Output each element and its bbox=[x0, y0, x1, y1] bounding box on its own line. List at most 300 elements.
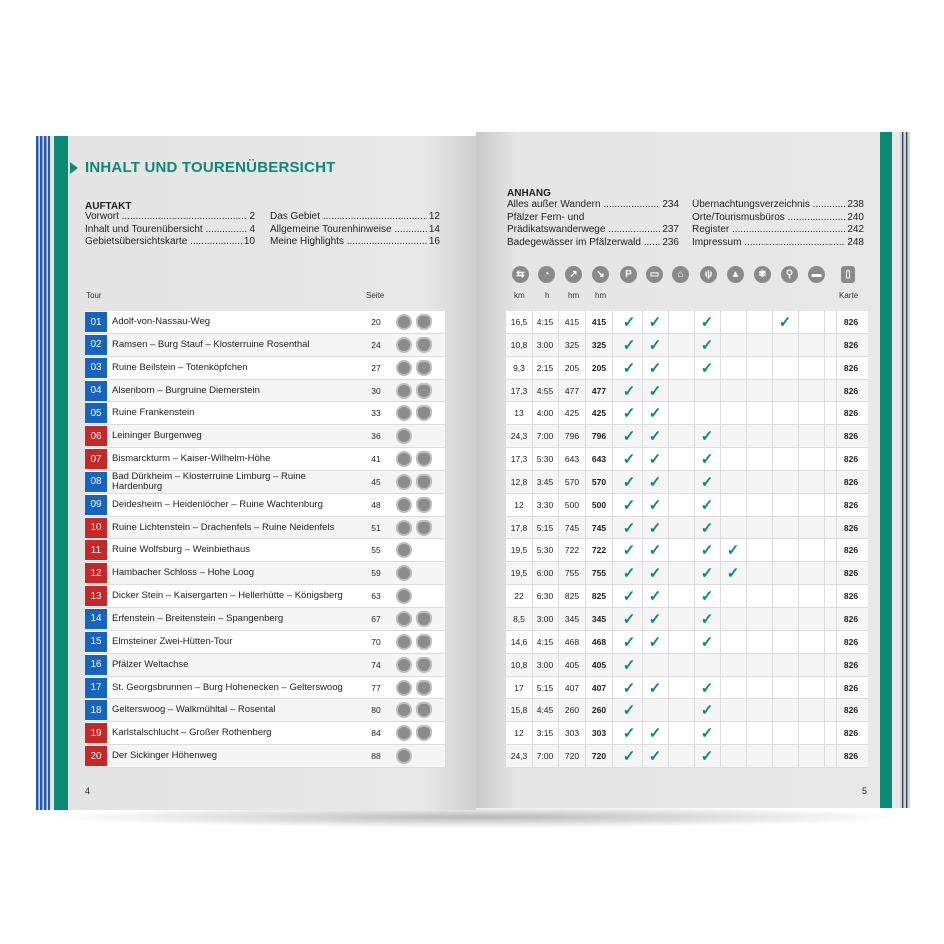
toc-entry[interactable] bbox=[507, 199, 679, 212]
column-divider bbox=[558, 539, 559, 561]
header-tour: Tour bbox=[86, 291, 102, 300]
toc-entry[interactable] bbox=[85, 224, 255, 237]
column-divider bbox=[532, 494, 533, 516]
tour-badge-icon bbox=[396, 565, 412, 581]
toc-entry[interactable] bbox=[85, 236, 255, 249]
tour-badge-icon bbox=[396, 520, 412, 536]
column-divider bbox=[772, 380, 773, 402]
column-divider bbox=[746, 334, 747, 356]
column-divider bbox=[668, 334, 669, 356]
column-divider bbox=[585, 699, 586, 721]
tour-number: 13 bbox=[85, 586, 107, 606]
tour-row[interactable] bbox=[85, 425, 445, 448]
column-divider bbox=[772, 562, 773, 584]
toc-entry[interactable] bbox=[270, 236, 440, 249]
tour-row[interactable] bbox=[85, 631, 445, 654]
check-icon: ✓ bbox=[622, 542, 636, 560]
column-divider bbox=[612, 311, 613, 333]
tour-up: 477 bbox=[564, 385, 580, 396]
tour-row[interactable] bbox=[85, 494, 445, 517]
column-divider bbox=[772, 745, 773, 767]
column-divider bbox=[532, 699, 533, 721]
family-badge-icon bbox=[416, 520, 432, 536]
tour-up: 425 bbox=[564, 408, 580, 419]
tour-page: 24 bbox=[371, 339, 381, 350]
tour-number: 07 bbox=[85, 449, 107, 469]
column-divider bbox=[772, 677, 773, 699]
tour-name[interactable]: Pfälzer Weltachse bbox=[112, 658, 189, 670]
column-divider bbox=[612, 334, 613, 356]
toc-entry-page: 238 bbox=[847, 199, 864, 210]
tour-name[interactable]: Der Sickinger Höhenweg bbox=[112, 750, 218, 762]
column-divider bbox=[798, 494, 799, 516]
tour-name[interactable]: Dicker Stein – Kaisergarten – Hellerhütte – Königsberg bbox=[112, 590, 343, 602]
tour-row-stats bbox=[506, 334, 868, 357]
check-icon: ✓ bbox=[700, 336, 714, 354]
tour-row[interactable] bbox=[85, 608, 445, 631]
toc-entry[interactable] bbox=[692, 237, 864, 250]
check-icon: ✓ bbox=[622, 610, 636, 628]
tour-km: 19,5 bbox=[510, 545, 528, 556]
tour-km: 17 bbox=[514, 682, 524, 693]
header-hm-down: hm bbox=[595, 291, 607, 300]
column-divider bbox=[720, 334, 721, 356]
check-icon: ✓ bbox=[648, 314, 662, 331]
tour-up: 468 bbox=[564, 636, 580, 647]
check-icon: ✓ bbox=[622, 725, 636, 743]
toc-entry[interactable] bbox=[507, 212, 679, 225]
check-icon: ✓ bbox=[700, 588, 714, 606]
toc-entry-page: 16 bbox=[428, 236, 440, 247]
tour-number: 19 bbox=[85, 723, 107, 743]
bicycle-icon: ⚲ bbox=[781, 266, 798, 283]
tour-km: 16,5 bbox=[510, 317, 528, 327]
toc-entry-label: Pfälzer Fern- und bbox=[507, 211, 585, 223]
check-icon: ✓ bbox=[700, 359, 714, 377]
column-divider bbox=[746, 608, 747, 630]
tour-km: 10,8 bbox=[510, 659, 528, 670]
tour-down: 303 bbox=[591, 728, 607, 739]
family-badge-icon bbox=[416, 497, 432, 513]
tour-up: 260 bbox=[564, 705, 580, 716]
tour-name[interactable]: Ramsen – Burg Stauf – Klosterruine Rosenthal bbox=[112, 338, 310, 350]
family-badge-icon bbox=[416, 474, 432, 490]
check-icon: ✓ bbox=[700, 633, 714, 651]
column-divider bbox=[720, 402, 721, 424]
tour-name[interactable]: Elmsteiner Zwei-Hütten-Tour bbox=[112, 635, 233, 647]
tour-row[interactable] bbox=[85, 402, 445, 425]
column-divider bbox=[532, 585, 533, 607]
tour-page: 88 bbox=[371, 751, 381, 762]
page-number-right: 5 bbox=[862, 786, 868, 796]
check-icon: ✓ bbox=[700, 473, 714, 491]
tour-up: 755 bbox=[564, 568, 580, 579]
tour-row[interactable] bbox=[85, 311, 445, 334]
toc-entry-page: 237 bbox=[662, 224, 679, 235]
tour-number: 03 bbox=[85, 358, 107, 378]
tour-name[interactable]: Bismarckturm – Kaiser-Wilhelm-Höhe bbox=[112, 453, 271, 465]
column-divider bbox=[558, 402, 559, 424]
check-icon: ✓ bbox=[648, 725, 662, 743]
tour-down: 745 bbox=[591, 522, 607, 533]
check-icon: ✓ bbox=[700, 314, 714, 331]
column-divider bbox=[612, 608, 613, 630]
header-h: h bbox=[545, 291, 550, 300]
check-icon: ✓ bbox=[648, 519, 662, 537]
tour-map-number: 826 bbox=[843, 568, 859, 579]
tour-down: 477 bbox=[591, 385, 607, 396]
column-divider bbox=[585, 471, 586, 493]
check-icon: ✓ bbox=[700, 451, 714, 469]
tour-map-number: 826 bbox=[843, 476, 859, 487]
column-divider bbox=[746, 631, 747, 653]
column-divider bbox=[612, 517, 613, 539]
tour-row[interactable] bbox=[85, 539, 445, 562]
column-divider bbox=[585, 562, 586, 584]
tour-h: 6:30 bbox=[536, 591, 554, 602]
tour-row-stats bbox=[506, 608, 868, 631]
column-divider bbox=[694, 402, 695, 424]
tour-page: 84 bbox=[371, 728, 381, 739]
check-icon: ✓ bbox=[622, 633, 636, 651]
column-divider bbox=[746, 699, 747, 721]
tour-km: 12 bbox=[514, 728, 524, 739]
check-icon: ✓ bbox=[648, 542, 662, 560]
column-divider bbox=[798, 654, 799, 676]
tour-row[interactable] bbox=[85, 699, 445, 722]
toc-entry-label: Impressum ..... bbox=[692, 237, 845, 250]
header-karte: Karte bbox=[839, 291, 859, 300]
tour-badge-icon bbox=[396, 360, 412, 376]
column-divider bbox=[772, 448, 773, 470]
family-badge-icon bbox=[416, 680, 432, 696]
tour-down: 407 bbox=[591, 682, 607, 693]
tour-page: 36 bbox=[371, 431, 381, 442]
tour-name[interactable]: Gelterswoog – Walkmühltal – Rosental bbox=[112, 704, 276, 716]
tour-name[interactable]: Adolf-von-Nassau-Weg bbox=[112, 316, 211, 327]
check-icon: ✓ bbox=[700, 702, 714, 720]
tour-badge-icon bbox=[396, 451, 412, 467]
tour-up: 643 bbox=[564, 454, 580, 465]
tour-km: 17,3 bbox=[510, 385, 528, 396]
tour-name[interactable]: Ruine Beilstein – Totenköpfchen bbox=[112, 361, 248, 373]
check-icon: ✓ bbox=[622, 405, 636, 423]
tour-name[interactable]: Bad Dürkheim – Klosterruine Limburg – Ruine Hardenburg bbox=[112, 470, 306, 492]
check-icon: ✓ bbox=[726, 565, 740, 583]
column-divider bbox=[746, 654, 747, 676]
tour-badge-icon bbox=[396, 337, 412, 353]
column-divider bbox=[746, 722, 747, 744]
toc-entry-label: Badegewässer im Pfälzerwald ..... bbox=[507, 237, 660, 250]
tour-down: 345 bbox=[591, 613, 607, 624]
bus-icon: ▭ bbox=[646, 266, 663, 283]
column-divider bbox=[798, 699, 799, 721]
column-divider bbox=[585, 448, 586, 470]
column-divider bbox=[746, 357, 747, 379]
toc-entry[interactable] bbox=[692, 199, 864, 212]
family-badge-icon bbox=[416, 634, 432, 650]
tour-row[interactable] bbox=[85, 654, 445, 677]
check-icon: ✓ bbox=[700, 519, 714, 537]
tour-up: 570 bbox=[564, 476, 580, 487]
tour-badge-icon bbox=[396, 725, 412, 741]
toc-entry[interactable] bbox=[507, 237, 679, 250]
clock-icon: ◔ bbox=[538, 266, 555, 283]
family-badge-icon bbox=[416, 405, 432, 421]
title-arrow-icon bbox=[70, 162, 78, 174]
check-icon: ✓ bbox=[648, 405, 662, 423]
tour-row[interactable] bbox=[85, 471, 445, 494]
column-divider bbox=[558, 517, 559, 539]
tour-page: 80 bbox=[371, 705, 381, 716]
tour-row[interactable] bbox=[85, 562, 445, 585]
tour-name[interactable]: Ruine Frankenstein bbox=[112, 407, 195, 419]
tour-name[interactable]: Ruine Lichtenstein – Drachenfels – Ruine Neidenfels bbox=[112, 521, 335, 533]
tour-badge-icon bbox=[396, 680, 412, 696]
tour-h: 6:00 bbox=[536, 568, 554, 579]
toc-entry-label: Gebietsübersichtskarte ..... bbox=[85, 236, 242, 249]
restaurant-icon: ψ bbox=[700, 266, 717, 283]
tour-h: 3:00 bbox=[536, 659, 554, 670]
tour-up: 205 bbox=[564, 362, 580, 373]
column-divider bbox=[798, 745, 799, 767]
column-divider bbox=[558, 699, 559, 721]
check-icon: ✓ bbox=[648, 679, 662, 697]
column-divider bbox=[585, 425, 586, 447]
column-divider bbox=[746, 380, 747, 402]
tour-number: 14 bbox=[85, 609, 107, 629]
check-icon: ✓ bbox=[700, 428, 714, 446]
tour-map-number: 826 bbox=[843, 317, 859, 327]
toc-entry-label: Orte/Tourismusbüros ..... bbox=[692, 212, 845, 225]
column-divider bbox=[746, 539, 747, 561]
tour-map-number: 826 bbox=[843, 454, 859, 465]
check-icon: ✓ bbox=[700, 725, 714, 743]
check-icon: ✓ bbox=[622, 473, 636, 491]
tour-number: 01 bbox=[85, 312, 107, 332]
column-divider bbox=[558, 448, 559, 470]
check-icon: ✓ bbox=[648, 428, 662, 446]
toc-entry[interactable] bbox=[85, 211, 255, 224]
column-divider bbox=[720, 608, 721, 630]
check-icon: ✓ bbox=[648, 588, 662, 606]
tour-down: 720 bbox=[591, 751, 607, 762]
tour-km: 24,3 bbox=[510, 751, 528, 762]
tour-down: 405 bbox=[591, 659, 607, 670]
tour-km: 13 bbox=[514, 408, 524, 419]
column-divider bbox=[668, 608, 669, 630]
column-divider bbox=[558, 562, 559, 584]
toc-entry-label: Vorwort ..... bbox=[85, 211, 247, 224]
tour-km: 12,8 bbox=[510, 476, 528, 487]
column-divider bbox=[772, 517, 773, 539]
check-icon: ✓ bbox=[622, 588, 636, 606]
tour-up: 303 bbox=[564, 728, 580, 739]
tour-page: 67 bbox=[371, 613, 381, 624]
check-icon: ✓ bbox=[700, 748, 714, 766]
family-badge-icon bbox=[416, 702, 432, 718]
toc-entry[interactable] bbox=[270, 224, 440, 237]
column-divider bbox=[746, 677, 747, 699]
toc-entry-label: Inhalt und Tourenübersicht ..... bbox=[85, 224, 247, 237]
tour-row[interactable] bbox=[85, 745, 445, 768]
check-icon: ✓ bbox=[622, 428, 636, 446]
column-divider bbox=[720, 654, 721, 676]
column-divider bbox=[532, 471, 533, 493]
tour-down: 722 bbox=[591, 545, 607, 556]
column-divider bbox=[532, 677, 533, 699]
tour-row-stats bbox=[506, 654, 868, 677]
tour-up: 722 bbox=[564, 545, 580, 556]
tour-down: 500 bbox=[591, 499, 607, 510]
column-divider bbox=[668, 471, 669, 493]
column-divider bbox=[668, 311, 669, 333]
tour-h: 5:15 bbox=[536, 522, 554, 533]
tour-up: 345 bbox=[564, 613, 580, 624]
column-divider bbox=[558, 585, 559, 607]
tour-h: 4:15 bbox=[536, 636, 554, 647]
tour-km: 12 bbox=[514, 499, 524, 510]
column-divider bbox=[798, 471, 799, 493]
column-divider bbox=[558, 357, 559, 379]
tour-down: 825 bbox=[591, 591, 607, 602]
column-divider bbox=[824, 539, 825, 561]
tour-h: 4:15 bbox=[536, 317, 554, 327]
column-divider bbox=[668, 402, 669, 424]
column-divider bbox=[824, 357, 825, 379]
tour-name[interactable]: Leininger Burgenweg bbox=[112, 430, 202, 442]
tour-km: 19,5 bbox=[510, 568, 528, 579]
column-divider bbox=[720, 677, 721, 699]
map-icon: ▯ bbox=[841, 266, 855, 283]
column-divider bbox=[824, 677, 825, 699]
tour-row[interactable] bbox=[85, 448, 445, 471]
column-divider bbox=[798, 334, 799, 356]
column-divider bbox=[720, 517, 721, 539]
column-divider bbox=[798, 677, 799, 699]
tour-row[interactable] bbox=[85, 677, 445, 700]
tour-number: 17 bbox=[85, 678, 107, 698]
column-divider bbox=[532, 722, 533, 744]
column-divider bbox=[798, 585, 799, 607]
tour-number: 10 bbox=[85, 518, 107, 538]
tour-number: 18 bbox=[85, 700, 107, 720]
tour-km: 10,8 bbox=[510, 339, 528, 350]
tour-name[interactable]: Ruine Wolfsburg – Weinbiethaus bbox=[112, 544, 251, 556]
check-icon: ✓ bbox=[648, 473, 662, 491]
tour-h: 3:45 bbox=[536, 476, 554, 487]
column-divider bbox=[746, 585, 747, 607]
column-divider bbox=[668, 448, 669, 470]
hut-icon: ⌂ bbox=[672, 266, 689, 283]
toc-entry[interactable] bbox=[270, 211, 440, 224]
tour-badge-icon bbox=[396, 634, 412, 650]
check-icon: ✓ bbox=[648, 610, 662, 628]
tour-name[interactable]: Erfenstein – Breitenstein – Spangenberg bbox=[112, 612, 284, 624]
tour-badge-icon bbox=[396, 748, 412, 764]
column-divider bbox=[668, 494, 669, 516]
column-divider bbox=[585, 402, 586, 424]
tour-page: 51 bbox=[371, 522, 381, 533]
tour-badge-icon bbox=[396, 588, 412, 604]
family-badge-icon bbox=[416, 451, 432, 467]
tour-up: 405 bbox=[564, 659, 580, 670]
toc-entry-label: Allgemeine Tourenhinweise ..... bbox=[270, 224, 427, 237]
family-badge-icon bbox=[416, 383, 432, 399]
tour-badge-icon bbox=[396, 702, 412, 718]
toc-entry[interactable] bbox=[692, 212, 864, 225]
tour-row[interactable] bbox=[85, 334, 445, 357]
check-icon: ✓ bbox=[622, 359, 636, 377]
tour-map-number: 826 bbox=[843, 751, 859, 762]
column-divider bbox=[668, 699, 669, 721]
tour-name[interactable]: St. Georgsbrunnen – Burg Hohenecken – Gelterswoog bbox=[112, 681, 343, 693]
column-divider bbox=[532, 654, 533, 676]
tour-row[interactable] bbox=[85, 380, 445, 403]
tour-row[interactable] bbox=[85, 357, 445, 380]
column-divider bbox=[772, 494, 773, 516]
column-divider bbox=[720, 585, 721, 607]
tour-name[interactable]: Hambacher Schloss – Hohe Loog bbox=[112, 567, 255, 579]
tour-row[interactable] bbox=[85, 585, 445, 608]
toc-entry[interactable] bbox=[507, 224, 679, 237]
tour-page: 45 bbox=[371, 476, 381, 487]
column-divider bbox=[585, 494, 586, 516]
toc-entry-page: 240 bbox=[847, 211, 864, 223]
column-divider bbox=[612, 562, 613, 584]
column-divider bbox=[798, 562, 799, 584]
column-divider bbox=[532, 402, 533, 424]
column-divider bbox=[798, 402, 799, 424]
column-divider bbox=[668, 677, 669, 699]
tour-h: 3:00 bbox=[536, 613, 554, 624]
tour-table-right bbox=[506, 311, 868, 768]
family-badge-icon bbox=[416, 657, 432, 673]
column-divider bbox=[668, 722, 669, 744]
tour-name[interactable]: Alsenborn – Burgruine Diemerstein bbox=[112, 384, 260, 396]
column-divider bbox=[824, 517, 825, 539]
section-heading-anhang: ANHANG bbox=[507, 188, 551, 199]
tour-name[interactable]: Deidesheim – Heidenlöcher – Ruine Wachtenburg bbox=[112, 498, 323, 510]
tour-number: 12 bbox=[85, 563, 107, 583]
column-divider bbox=[694, 380, 695, 402]
header-seite: Seite bbox=[366, 291, 385, 300]
column-divider bbox=[612, 471, 613, 493]
tour-page: 41 bbox=[371, 454, 381, 465]
column-divider bbox=[532, 562, 533, 584]
tour-name[interactable]: Karlstalschlucht – Großer Rothenberg bbox=[112, 727, 272, 739]
column-divider bbox=[532, 448, 533, 470]
column-divider bbox=[642, 699, 643, 721]
column-divider bbox=[668, 517, 669, 539]
tour-up: 745 bbox=[564, 522, 580, 533]
column-divider bbox=[798, 380, 799, 402]
column-divider bbox=[585, 357, 586, 379]
tour-row[interactable] bbox=[85, 722, 445, 745]
column-divider bbox=[585, 585, 586, 607]
column-divider bbox=[532, 745, 533, 767]
downhill-icon: ↘ bbox=[592, 266, 609, 283]
column-divider bbox=[558, 745, 559, 767]
tour-row-stats bbox=[506, 562, 868, 585]
check-icon: ✓ bbox=[700, 496, 714, 514]
column-divider bbox=[668, 357, 669, 379]
column-divider bbox=[746, 745, 747, 767]
tour-row[interactable] bbox=[85, 517, 445, 540]
toc-entry[interactable] bbox=[692, 224, 864, 237]
tour-number: 06 bbox=[85, 426, 107, 446]
column-divider bbox=[585, 654, 586, 676]
